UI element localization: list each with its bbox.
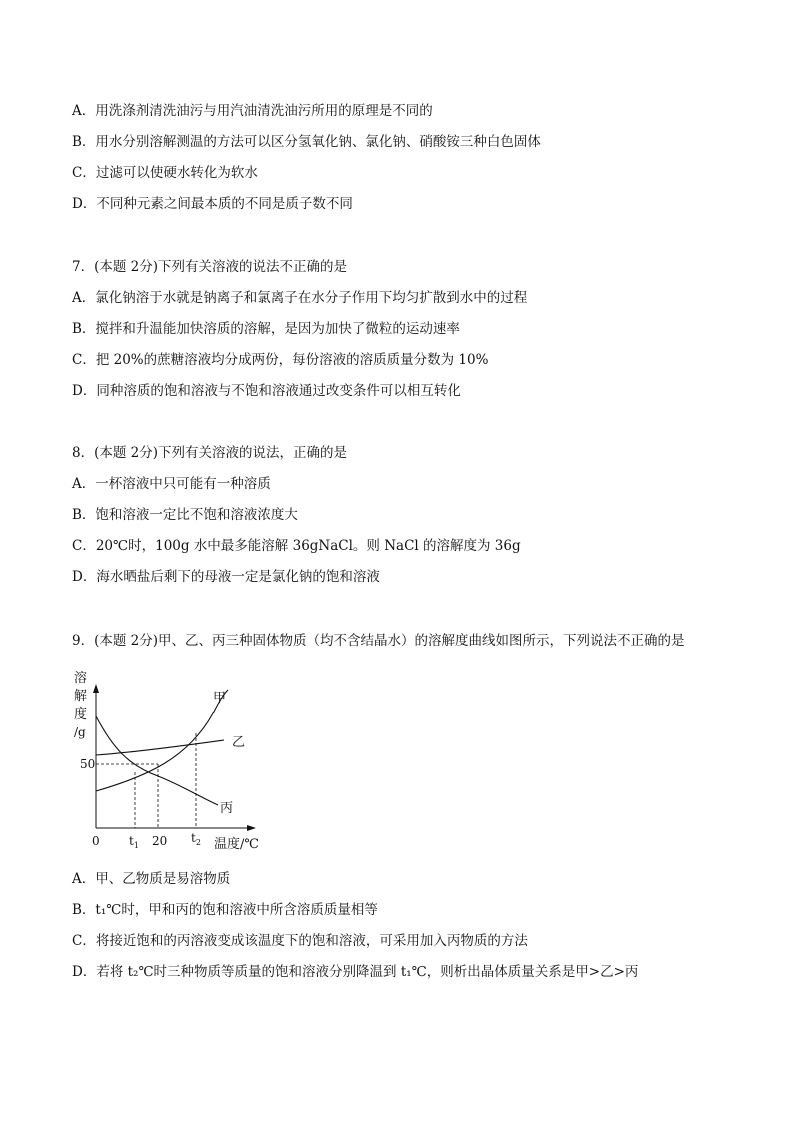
q7-option-c: C．把 20%的蔗糖溶液均分成两份，每份溶液的溶质质量分数为 10% — [72, 352, 489, 368]
q7-option-b: B．搅拌和升温能加快溶质的溶解，是因为加快了微粒的运动速率 — [72, 321, 460, 337]
q9-option-b: B．t₁℃时，甲和丙的饱和溶液中所含溶质质量相等 — [72, 902, 378, 918]
curve-yi — [96, 740, 224, 755]
series-label-yi: 乙 — [232, 735, 246, 750]
q9-option-d: D．若将 t₂℃时三种物质等质量的饱和溶液分别降温到 t₁℃，则析出晶体质量关系是甲>乙>丙 — [72, 964, 639, 980]
q8-stem: 8．(本题 2分)下列有关溶液的说法，正确的是 — [72, 445, 348, 461]
q7-stem: 7．(本题 2分)下列有关溶液的说法不正确的是 — [72, 259, 348, 275]
q8-option-a: A．一杯溶液中只可能有一种溶质 — [72, 476, 271, 492]
origin-label: 0 — [92, 834, 100, 848]
curve-bing — [96, 716, 218, 805]
ylabel-char-3: 度 — [74, 707, 88, 722]
q9-option-c: C．将接近饱和的丙溶液变成该温度下的饱和溶液，可采用加入丙物质的方法 — [72, 933, 528, 949]
q6-option-a: A．用洗涤剂清洗油污与用汽油清洗油污所用的原理是不同的 — [72, 103, 433, 119]
ylabel-char-2: 解 — [74, 689, 88, 704]
q8-option-d: D．海水晒盐后剩下的母液一定是氯化钠的饱和溶液 — [72, 569, 380, 585]
y-axis-arrow — [93, 684, 99, 693]
q8-option-b: B．饱和溶液一定比不饱和溶液浓度大 — [72, 507, 298, 523]
q6-option-d: D．不同种元素之间最本质的不同是质子数不同 — [72, 196, 353, 212]
x-tick-t2: $t_2$ — [191, 831, 201, 847]
q9-stem: 9．(本题 2分)甲、乙、丙三种固体物质（均不含结晶水）的溶解度曲线如图所示，下列说法不正确的是 — [72, 633, 685, 649]
q8-option-c: C．20℃时，100g 水中最多能溶解 36gNaCl。则 NaCl 的溶解度为 36g — [72, 538, 521, 554]
q7-option-a: A．氯化钠溶于水就是钠离子和氯离子在水分子作用下均匀扩散到水中的过程 — [72, 290, 528, 306]
q6-option-b: B．用水分别溶解测温的方法可以区分氢氧化钠、氯化钠、硝酸铵三种白色固体 — [72, 134, 541, 150]
q9-option-a: A．甲、乙物质是易溶物质 — [72, 871, 231, 887]
ylabel-char-4: /g — [74, 725, 86, 739]
q7-option-d: D．同种溶质的饱和溶液与不饱和溶液通过改变条件可以相互转化 — [72, 383, 461, 399]
series-label-bing: 丙 — [220, 801, 234, 816]
x-tick-20: 20 — [152, 834, 168, 848]
solubility-chart — [68, 668, 268, 856]
x-tick-t1: $t_1$ — [129, 834, 139, 850]
ylabel-char-1: 溶 — [74, 671, 88, 686]
x-axis-arrow — [247, 825, 256, 831]
curve-jia — [96, 690, 228, 791]
series-label-jia: 甲 — [213, 691, 227, 706]
y-tick-50: 50 — [80, 757, 96, 771]
x-axis-label: 温度/℃ — [214, 837, 259, 852]
q6-option-c: C．过滤可以使硬水转化为软水 — [72, 165, 258, 181]
